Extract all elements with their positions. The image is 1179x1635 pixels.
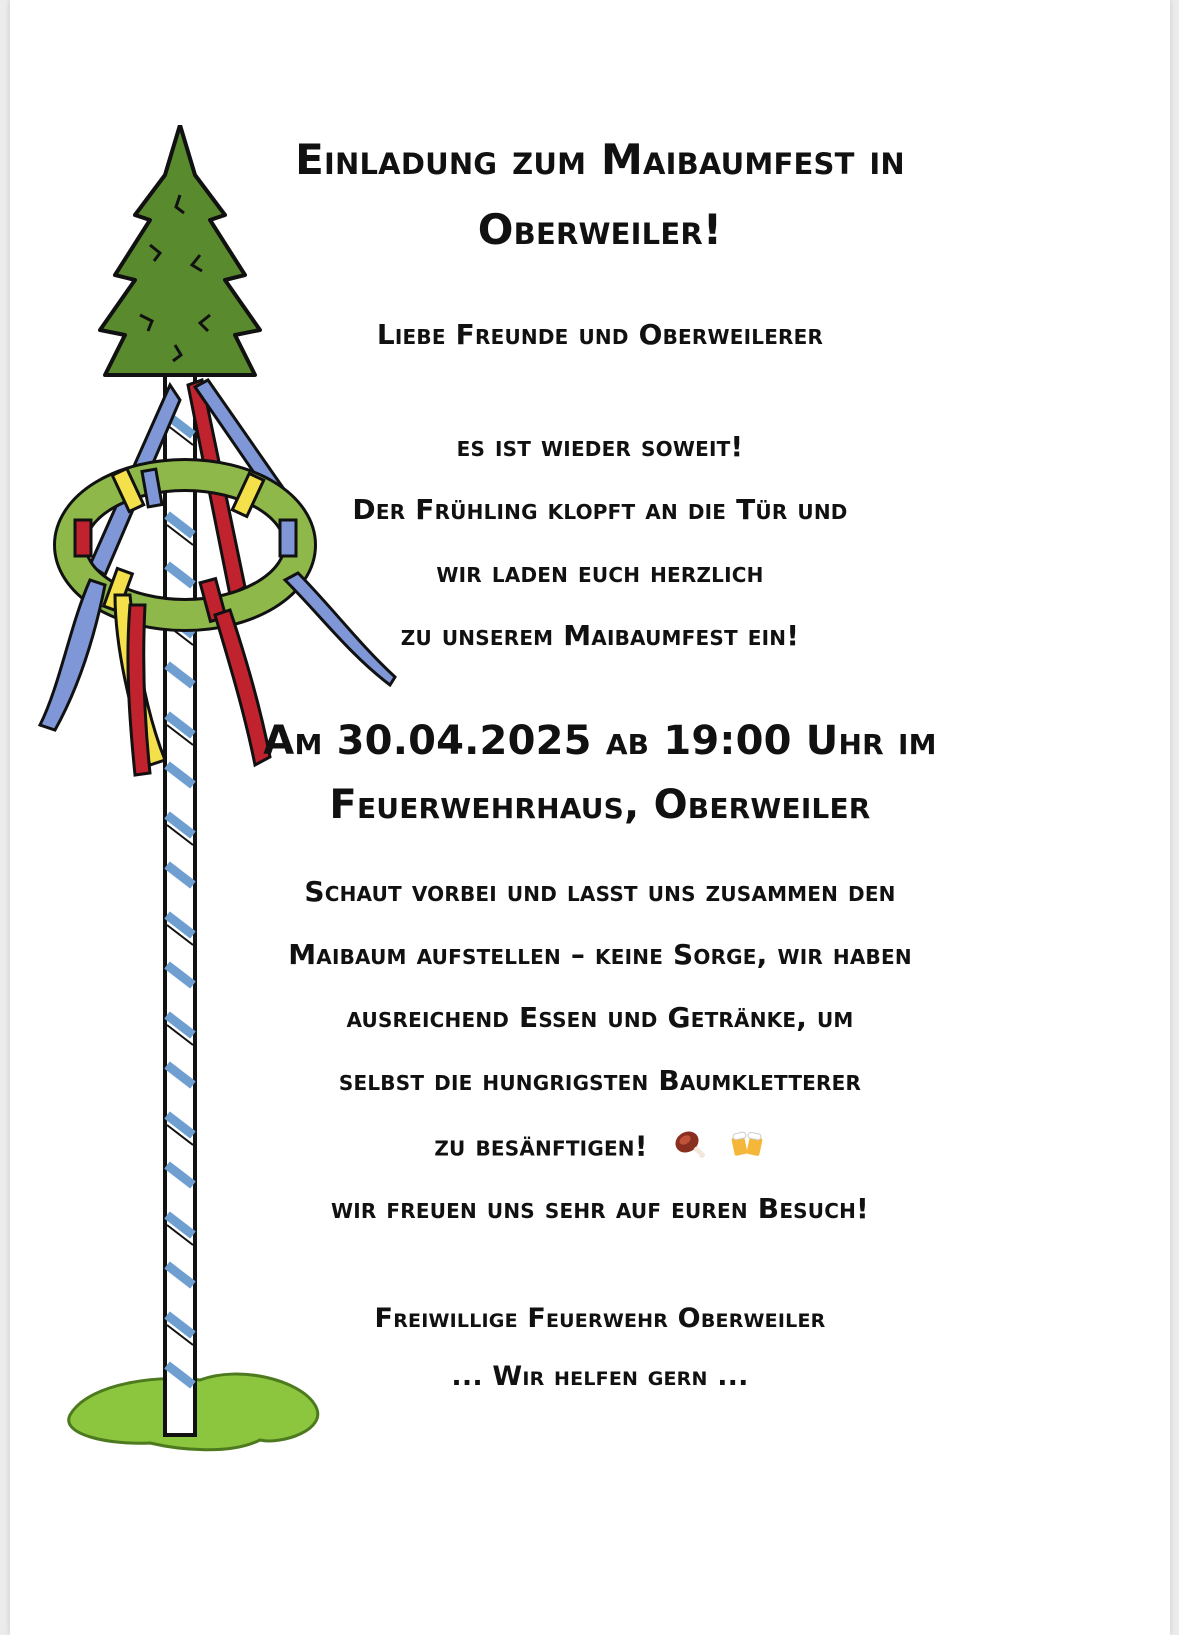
title-line-2: Oberweiler!: [477, 205, 723, 254]
closing: wir freuen uns sehr auf euren Besuch!: [330, 1192, 870, 1225]
intro-line-3: wir laden euch herzlich: [436, 556, 764, 589]
meat-icon: [672, 1127, 706, 1168]
details-line-1: Schaut vorbei und lasst uns zusammen den: [304, 875, 896, 908]
details-line-5: [240, 1127, 960, 1168]
invitation-page: [10, 0, 1170, 1635]
event-date-time: Am 30.04.2025 ab 19:00 Uhr im: [263, 718, 937, 764]
details-line-4: selbst die hungrigsten Baumkletterer: [338, 1064, 862, 1097]
intro-line-2: Der Frühling klopft an die Tür und: [352, 493, 848, 526]
details-line-2: Maibaum aufstellen – keine Sorge, wir haben: [288, 938, 912, 971]
title-line-1: Einladung zum Maibaumfest in: [295, 135, 905, 184]
details-line-5-text: zu besänftigen!: [434, 1129, 648, 1163]
signature-org: Freiwillige Feuerwehr Oberweiler: [374, 1303, 826, 1334]
intro-line-1: es ist wieder soweit!: [456, 430, 744, 463]
details-line-3: ausreichend Essen und Getränke, um: [346, 1001, 854, 1034]
greeting: Liebe Freunde und Oberweilerer: [376, 318, 824, 351]
signature-motto: ... Wir helfen gern ...: [451, 1361, 749, 1392]
intro-line-4: zu unserem Maibaumfest ein!: [400, 619, 800, 652]
event-location: Feuerwehrhaus, Oberweiler: [329, 782, 871, 828]
beer-mugs-icon: [730, 1127, 766, 1168]
